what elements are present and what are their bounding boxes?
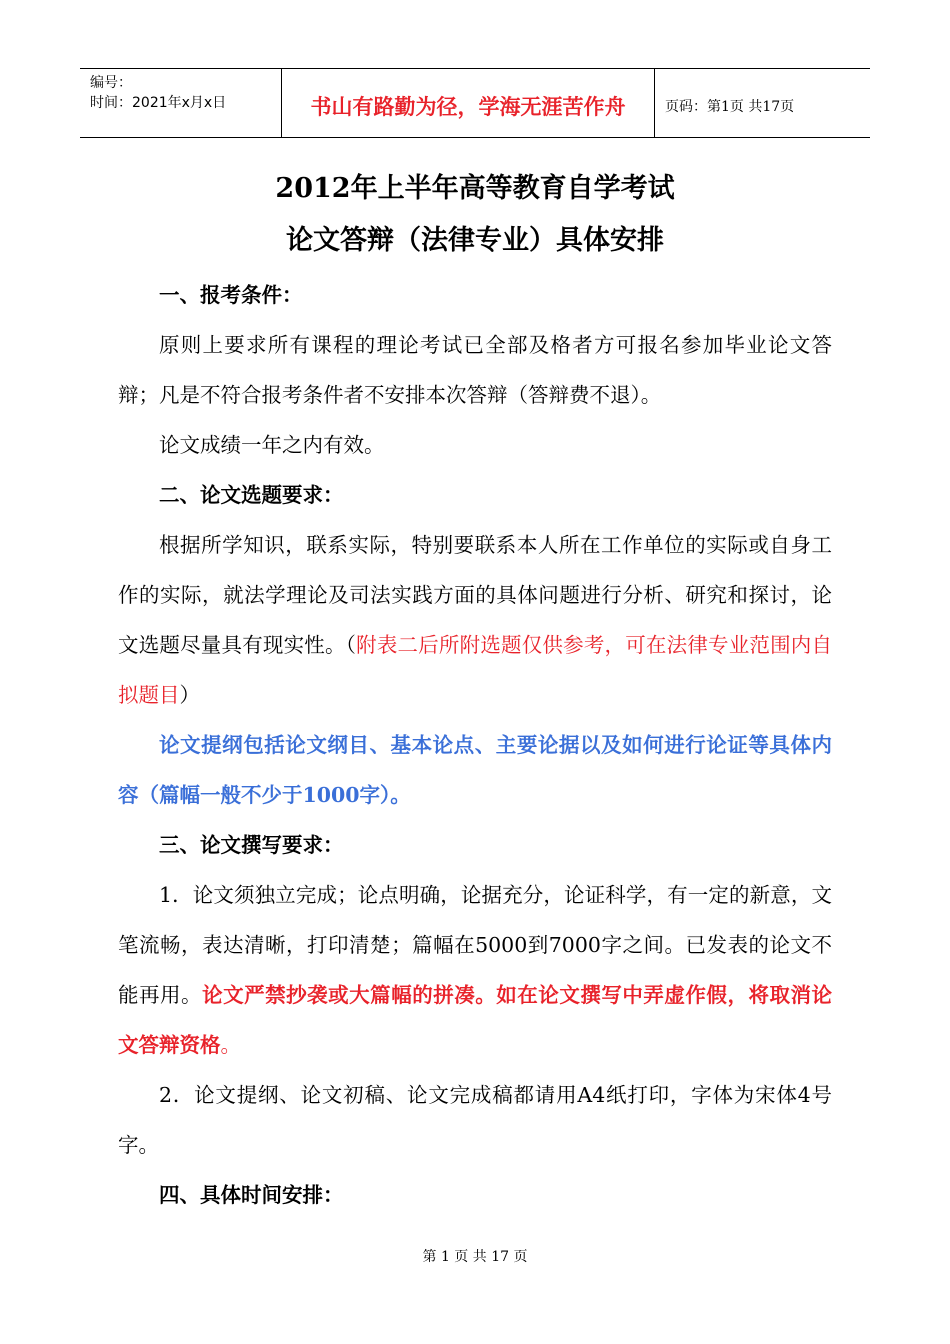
section2-paragraph2: 论文提纲包括论文纲目、基本论点、主要论据以及如何进行论证等具体内容（篇幅一般不少于1000字）。	[118, 733, 832, 807]
section3-heading: 三、论文撰写要求：	[159, 833, 344, 857]
section2-paragraph1	[118, 520, 832, 720]
header-motto: 书山有路勤为径，学海无涯苦作舟	[282, 69, 655, 137]
section3-paragraph1	[118, 870, 832, 1070]
section1-paragraph2: 论文成绩一年之内有效。	[159, 433, 385, 457]
section4-heading: 四、具体时间安排：	[159, 1183, 344, 1207]
section2-p1-red-note: 附表二后所附选题仅供参考，可在法律专业范围内自拟题目	[118, 633, 833, 707]
header-page-info: 页码：第1页 共17页	[665, 99, 795, 115]
document-title-line2: 论文答辩（法律专业）具体安排	[286, 225, 664, 256]
section2-p1-end: ）	[179, 683, 200, 707]
document-body	[118, 270, 832, 1220]
section1-paragraph1: 原则上要求所有课程的理论考试已全部及格者方可报名参加毕业论文答辩；凡是不符合报考条件者不安排本次答辩（答辩费不退）。	[118, 333, 832, 407]
section2-p1-main: 根据所学知识，联系实际，特别要联系本人所在工作单位的实际或自身工作的实际，就法学理论及司法实践方面的具体问题进行分析、研究和探讨，论文选题尽量具有现实性。（	[118, 533, 832, 657]
document-title-line1: 2012年上半年高等教育自学考试	[275, 173, 675, 204]
header-meta-cell	[80, 69, 282, 137]
page-header	[80, 68, 870, 138]
section3-paragraph2: 2．论文提纲、论文初稿、论文完成稿都请用A4纸打印，字体为宋体4号字。	[118, 1083, 832, 1157]
number-label: 编号：	[90, 75, 132, 91]
section3-p1-red-warning: 论文严禁抄袭或大篇幅的拼凑。如在论文撰写中弄虚作假，将取消论文答辩资格	[118, 983, 833, 1057]
time-label: 时间：2021年x月x日	[90, 95, 227, 111]
section1-heading: 一、报考条件：	[159, 283, 303, 307]
section2-heading: 二、论文选题要求：	[159, 483, 344, 507]
section3-p1-main: 1．论文须独立完成；论点明确，论据充分，论证科学，有一定的新意，文笔流畅，表达清晰，打印清楚；篇幅在5000到7000字之间。已发表的论文不能再用。	[118, 883, 832, 1007]
page-footer: 第 1 页 共 17 页	[422, 1249, 528, 1265]
section3-p1-end: 。	[220, 1033, 241, 1057]
